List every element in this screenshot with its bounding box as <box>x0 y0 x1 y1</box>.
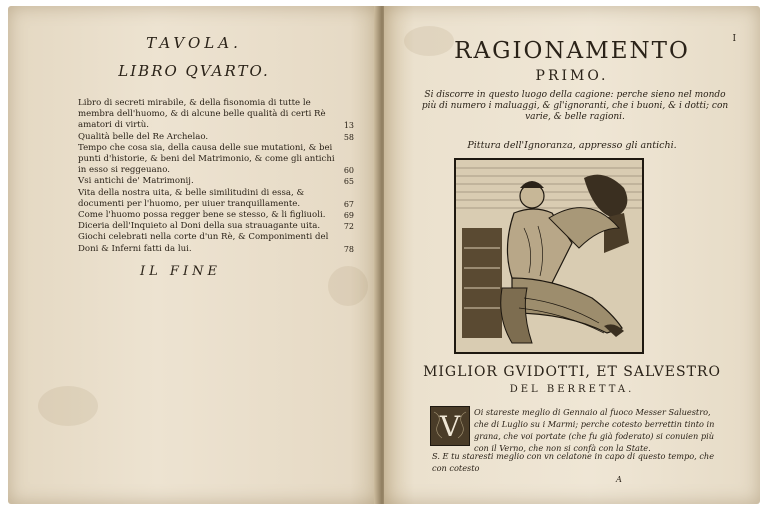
woodcut-caption: Pittura dell'Ignoranza, appresso gli antichi. <box>467 140 677 151</box>
initial-letter: V <box>439 410 461 443</box>
toc-entry <box>78 210 354 221</box>
toc-entry-text: Vsi antichi de' Matrimonij. <box>78 176 194 187</box>
toc-entry <box>78 98 354 132</box>
end-mark: IL FINE <box>140 264 221 279</box>
page-signature: I <box>732 34 736 44</box>
toc-entry <box>78 221 354 232</box>
toc-entry-text: Giochi celebrati nella corte d'un Rè, & Componimenti del Doni & Inferni fatti da lui. <box>78 232 329 254</box>
catchword: A <box>616 474 622 484</box>
toc-entry-page: 60 <box>343 166 354 176</box>
dialogue-text: Oi stareste meglio di Gennaio al fuoco Messer Saluestro, che di Luglio su i Marmi; perche cotesto berrettin tinto in grana, che voi portate (che fu già foderato) si conuien più con il Verno, che non si confà con la State. <box>474 407 715 453</box>
chapter-title: RAGIONAMENTO <box>454 38 690 64</box>
toc-entry-text: Tempo che cosa sia, della causa delle sue mutationi, & bei punti d'historie, & beni del Matrimonio, & come gli antichi in esso si reggeuano. <box>78 142 335 176</box>
toc-heading: TAVOLA. <box>146 34 242 52</box>
table-of-contents <box>78 98 354 255</box>
toc-subheading: LIBRO QVARTO. <box>118 62 270 80</box>
left-page <box>8 6 380 504</box>
toc-entry-page: 13 <box>343 121 354 131</box>
toc-entry-page: 72 <box>343 222 354 232</box>
speakers-line: MIGLIOR GVIDOTTI, ET SALVESTRO <box>423 364 721 380</box>
toc-entry <box>78 131 354 143</box>
toc-entry <box>78 176 354 187</box>
toc-entry-text: Vita della nostra uita, & belle similitudini di essa, & documenti per l'huomo, per uiuer tranquillamente. <box>78 187 305 209</box>
chapter-description: Si discorre in questo luogo della cagione: perche sieno nel mondo più di numero i maluaggi, & gl'ignoranti, che i buoni, & i dotti; con varie, & belle ragioni. <box>421 90 729 122</box>
toc-entry-text: Qualità belle del Re Archelao. <box>78 131 209 142</box>
toc-entry <box>78 187 354 210</box>
toc-entry-page: 69 <box>343 211 354 221</box>
toc-entry-page: 67 <box>343 199 354 209</box>
toc-entry-page: 58 <box>343 132 354 142</box>
dialogue-reply: S. E tu staresti meglio con vn celatone in capo di questo tempo, che con cotesto <box>432 451 715 473</box>
chapter-subtitle: PRIMO. <box>535 68 609 84</box>
toc-entry-text: Libro di secreti mirabile, & della fisonomia di tutte le membra dell'huomo, & di alcune belle qualità di certi Rè amatori di virtù. <box>78 98 326 131</box>
open-book <box>8 6 760 508</box>
toc-entry-page: 65 <box>343 177 354 187</box>
woodcut-illustration <box>454 158 644 354</box>
toc-entry-text: Come l'huomo possa regger bene se stesso, & li figliuoli. <box>78 210 326 221</box>
speakers-line-2: DEL BERRETTA. <box>509 384 635 395</box>
toc-entry <box>78 142 354 177</box>
toc-entry-text: Diceria dell'Inquieto al Doni della sua strauagante uita. <box>78 221 321 232</box>
toc-entry <box>78 232 354 254</box>
toc-entry-page: 78 <box>343 244 354 254</box>
decorated-initial <box>430 406 470 446</box>
